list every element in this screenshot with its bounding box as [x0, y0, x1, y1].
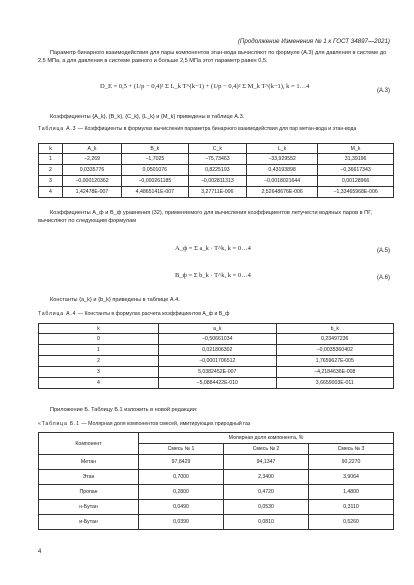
table-cell: 3 [39, 367, 159, 378]
table-a3-body [39, 154, 394, 198]
table-cell: 2 [39, 165, 63, 176]
table-a4 [38, 323, 394, 389]
table-cell: −0,0001706512 [159, 356, 277, 367]
table-cell: −0,000261185 [121, 176, 188, 187]
table-cell: −1,33465968Е-006 [318, 187, 394, 198]
table-cell: 1 [39, 154, 63, 165]
table-a3-caption-text: — Коэффициенты в формулах вычисления параметра бинарного взаимодействия для пар метан-вода и этан-вода [77, 126, 357, 132]
formula-a3: D_E = 0,5 + (1/p − 0,4)² Σ L_k T^(k−1) + (1/p − 0,4)² Σ M_k T^(k−1), k = 1…4 [100, 83, 310, 90]
table-b1-component-header: Компонент [39, 433, 139, 455]
table-cell: 0,4720 [224, 485, 309, 500]
table-cell: 0,0390 [139, 515, 224, 530]
table-cell: 0,23497236 [276, 334, 394, 345]
table-cell: −5,0884422Е-010 [159, 378, 277, 389]
table-cell: 0,5260 [309, 515, 394, 530]
table-cell: 5,0382452Е-007 [159, 367, 277, 378]
table-a3-header-cell: A_k [63, 144, 122, 154]
table-cell: 0,021806302 [159, 345, 277, 356]
formula-a3-number: (А.3) [376, 88, 390, 94]
table-cell: 4 [39, 378, 159, 389]
table-cell: 0,0335776 [63, 165, 122, 176]
table-cell: Пропан [39, 485, 139, 500]
table-cell: 3,27711Е-006 [188, 187, 246, 198]
table-cell: 97,8429 [139, 455, 224, 470]
table-cell: −0,36617343 [318, 165, 394, 176]
table-cell: 3 [39, 176, 63, 187]
table-a3-header-cell: B_k [121, 144, 188, 154]
table-cell: −4,2184636Е-008 [276, 367, 394, 378]
table-cell: 94,1347 [224, 455, 309, 470]
table-a4-row [39, 345, 394, 356]
table-cell: 0,8225193 [188, 165, 246, 176]
table-cell: 1 [39, 345, 159, 356]
table-cell: 3,6659003Е-011 [276, 378, 394, 389]
formula-a6-number: (А.6) [376, 275, 390, 281]
formula-a5-number: (А.5) [376, 248, 390, 254]
table-cell: 3,9064 [309, 470, 394, 485]
table-a3-header-cell: k [39, 144, 63, 154]
table-a4-caption [38, 311, 394, 318]
table-a3-row [39, 165, 394, 176]
table-cell: 1,7659627Е-005 [276, 356, 394, 367]
table-a3-header-cell: M_k [318, 144, 394, 154]
table-b1-subheader: Смесь № 2 [224, 444, 309, 455]
table-cell: −0,0035360402 [276, 345, 394, 356]
table-b1-body [39, 455, 394, 530]
table-a4-row [39, 378, 394, 389]
table-cell: 0,00128966 [318, 176, 394, 187]
table-b1-caption-text: — Молярная доля компонентов смесей, имитирующих природный газ [81, 421, 251, 427]
table-b1-row [39, 500, 394, 515]
table-a3-header-cell: C_k [188, 144, 246, 154]
formula-a6: B_ф = Σ b_k · T^k, k = 0…4 [175, 272, 251, 279]
table-a3-row [39, 176, 394, 187]
table-cell: −2,269 [63, 154, 122, 165]
table-a4-row [39, 356, 394, 367]
table-b1-caption-label: «Таблица Б.1 [38, 421, 80, 427]
table-cell: 0,43193898 [247, 165, 318, 176]
table-a3 [38, 143, 394, 198]
table-cell: 2 [39, 356, 159, 367]
table-a4-header-cell: b_k [276, 324, 394, 334]
table-cell: 90,2270 [309, 455, 394, 470]
table-cell: 0,2800 [139, 485, 224, 500]
table-cell: −33,929552 [247, 154, 318, 165]
table-cell: 0,3110 [309, 500, 394, 515]
table-b1-row [39, 485, 394, 500]
table-b1-row [39, 470, 394, 485]
table-cell: Этан [39, 470, 139, 485]
table-a4-body [39, 334, 394, 389]
table-a3-caption-label: Таблица А.3 [38, 126, 77, 132]
table-cell: 0,7000 [139, 470, 224, 485]
table-cell: 0 [39, 334, 159, 345]
table-cell: −0,0018021644 [247, 176, 318, 187]
table-cell: −75,73463 [188, 154, 246, 165]
table-a3-row [39, 154, 394, 165]
table-b1-row [39, 515, 394, 530]
table-b1-subheader: Смесь № 3 [309, 444, 394, 455]
table-cell: −0,002811313 [188, 176, 246, 187]
table-a3-row [39, 187, 394, 198]
table-b1-row [39, 455, 394, 470]
table-a4-header-cell: k [39, 324, 159, 334]
fugacity-paragraph: Коэффициенты A_ф и B_ф уравнения (32), применяемого для вычисления коэффициентов летучести водяных паров в ПГ, вычисляют по следующим формулам [38, 210, 373, 224]
table-cell: −0,000120362 [63, 176, 122, 187]
table-cell: н-Бутан [39, 500, 139, 515]
table-a3-header-cell: L_k [247, 144, 318, 154]
formula-a5: A_ф = Σ a_k · T^k, k = 0…4 [175, 245, 251, 252]
table-cell: 0,0490 [139, 500, 224, 515]
table-a4-header-cell: a_k [159, 324, 277, 334]
appendix-note: Приложение Б. Таблицу Б.1 изложить в новой редакции: [50, 407, 198, 413]
table-cell: 4 [39, 187, 63, 198]
table-cell: 2,52648676Е-006 [247, 187, 318, 198]
table-cell: 0,0501076 [121, 165, 188, 176]
table-cell: 31,39196 [318, 154, 394, 165]
table-b1-subheader: Смесь № 1 [139, 444, 224, 455]
table-a4-caption-text: — Константы в формулах расчета коэффициентов A_ф и B_ф [77, 311, 230, 317]
page-number: 4 [38, 549, 42, 555]
table-a3-caption [38, 126, 394, 133]
table-cell: 1,42478Е-007 [63, 187, 122, 198]
table-cell: −0,50661034 [159, 334, 277, 345]
table-a4-row [39, 367, 394, 378]
coeff-note-a4: Константы {a_k} и {b_k} приведены в таблице А.4. [50, 297, 180, 303]
table-cell: 2,3400 [224, 470, 309, 485]
table-b1-group-header: Молярная доля компонента, % [139, 433, 394, 444]
intro-paragraph: Параметр бинарного взаимодействия для пары компонентов этан-вода вычисляют по формуле (А.3) для давления в системе до 2,5 МПа, а для давления в системе равного и больше 2,5 МПа этот параметр равен 0,5. [38, 50, 387, 64]
table-cell: 1,4800 [309, 485, 394, 500]
table-cell: 0,0530 [224, 500, 309, 515]
table-cell: 4,4865141Е-007 [121, 187, 188, 198]
table-a4-caption-label: Таблица А.4 [38, 311, 77, 317]
table-b1-caption [38, 421, 394, 428]
table-cell: 0,0810 [224, 515, 309, 530]
table-cell: −1,7025 [121, 154, 188, 165]
table-cell: Метан [39, 455, 139, 470]
coeff-note-a3: Коэффициенты {A_k}, {B_k}, {C_k}, {L_k} и {M_k} приведены в таблице А.3. [50, 114, 245, 120]
table-cell: и-Бутан [39, 515, 139, 530]
table-b1 [38, 432, 394, 530]
running-header: (Продолжение Изменения № 1 к ГОСТ 34897—2021) [237, 38, 390, 45]
table-a4-row [39, 334, 394, 345]
